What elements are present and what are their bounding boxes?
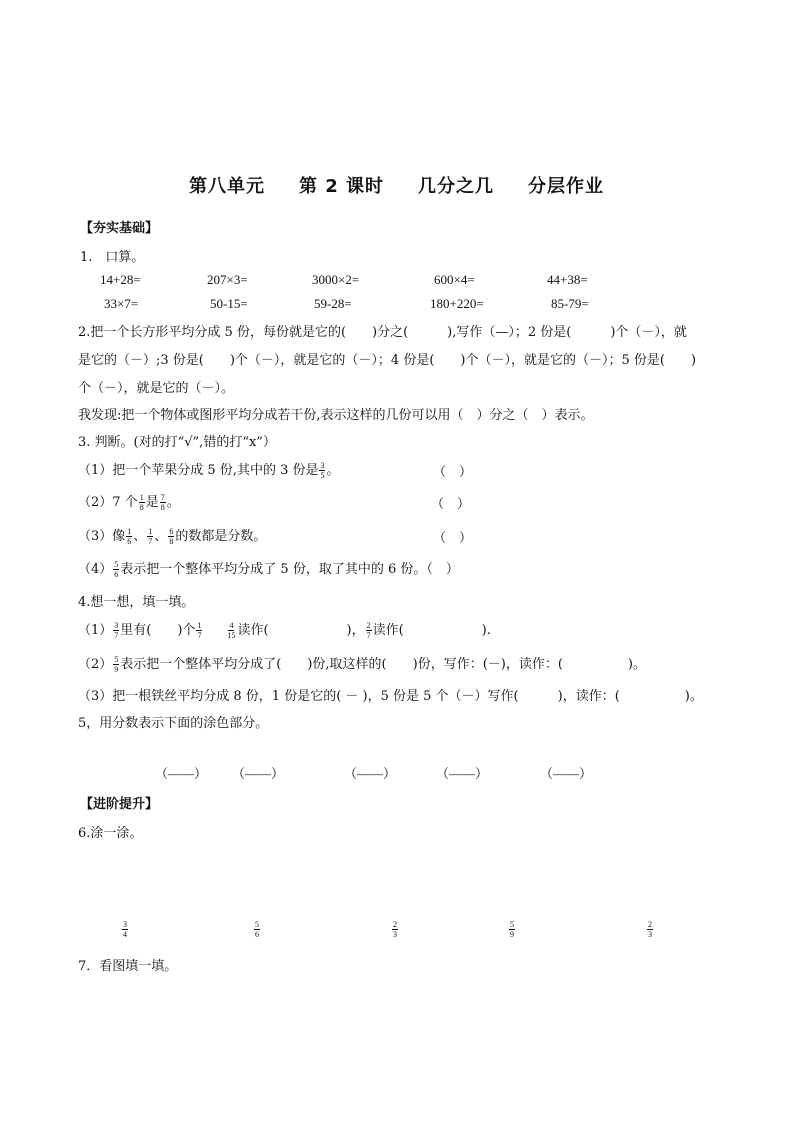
page-title: [0, 172, 793, 198]
q4-s1-text: （1）: [78, 623, 113, 638]
q4-statement-2: [78, 653, 646, 674]
q1-r1-c2: 207×3=: [207, 272, 248, 287]
q4-statement-1: [78, 619, 491, 640]
title-unit: 第八单元: [188, 176, 265, 197]
q4-s1-mid2: 读作( )，: [237, 623, 365, 638]
title-lesson: 第 2 课时: [298, 176, 385, 197]
q3-s4-text: （4）: [78, 562, 113, 577]
q3-statement-2: [78, 491, 180, 512]
q3-s4-end: 表示把一个整体平均分成了 5 份，取了其中的 6 份。（ ）: [120, 562, 459, 577]
q1-r2-c3: 59-28=: [314, 296, 352, 311]
q1-r1-c3: 3000×2=: [312, 272, 360, 287]
q4-s2-end: 表示把一个整体平均分成了( )份,取这样的( )份，写作：(－)，读作：( )。: [120, 657, 646, 672]
q3-s2-text: （2）7 个: [78, 495, 138, 510]
q3-label: 3. 判断。(对的打“√”,错的打“x”）: [78, 435, 276, 450]
fraction-3-5: $\frac{3}{5}$: [320, 461, 325, 480]
q4-label: 4.想一想，填一填。: [78, 595, 195, 610]
q5-answer-1[interactable]: （——）: [155, 766, 208, 781]
q4-s1-end: 读作( ).: [372, 623, 491, 638]
q3-s3-sep1: 、: [133, 529, 147, 544]
q3-statement-1: [78, 459, 340, 480]
fraction-3-7: $\frac{3}{7}$: [114, 621, 119, 640]
q3-s1-end: 。: [326, 463, 340, 478]
fraction-4-15: $\frac{4}{15}$: [227, 621, 236, 640]
section-advanced-heading: 【进阶提升】: [80, 797, 159, 812]
q1-r2-c1: 33×7=: [104, 296, 139, 311]
q6-label: 6.涂一涂。: [78, 826, 143, 841]
q3-statement-3: [78, 525, 266, 546]
q1-r2-c2: 50-15=: [210, 296, 248, 311]
q3-s3-text: （3）像: [78, 529, 126, 544]
fraction-5-6: $\frac{5}{6}$: [114, 560, 119, 579]
q5-answer-4[interactable]: （——）: [436, 766, 489, 781]
q1-label: 1. 口算。: [80, 250, 145, 265]
q1-r1-c5: 44+38=: [547, 272, 588, 287]
section-basic-heading: 【夯实基础】: [80, 221, 159, 236]
q3-s3-end: 的数都是分数。: [175, 529, 267, 544]
fraction-7-8: $\frac{7}{8}$: [160, 493, 165, 512]
q4-s1-mid1: 里有( )个: [120, 623, 196, 638]
q2-line1: 2.把一个长方形平均分成 5 份，每份就是它的( )分之( ),写作（—）；2 份是( )个（－），就: [78, 325, 687, 340]
q3-s3-answer-paren[interactable]: （ ）: [433, 531, 473, 546]
title-type: 分层作业: [528, 176, 605, 197]
q3-s2-mid: 是: [145, 495, 159, 510]
fraction-1-6: $\frac{1}{6}$: [127, 527, 132, 546]
q3-s1-text: （1）把一个苹果分成 5 份,其中的 3 份是: [78, 463, 319, 478]
q5-answer-5[interactable]: （——）: [540, 766, 593, 781]
q2-discovery: 我发现:把一个物体或图形平均分成若干份,表示这样的几份可以用（ ）分之（ ）表示。: [78, 408, 594, 423]
fraction-1-8: $\frac{1}{8}$: [139, 493, 144, 512]
fraction-5-9: $\frac{5}{9}$: [114, 655, 119, 674]
q4-s2-text: （2）: [78, 657, 113, 672]
q6-fraction-3: $\frac{2}{3}$: [393, 920, 397, 939]
q5-answer-3[interactable]: （——）: [344, 766, 397, 781]
q6-fraction-5: $\frac{2}{3}$: [648, 920, 652, 939]
fraction-6-8: $\frac{6}{8}$: [169, 527, 174, 546]
q5-answer-2[interactable]: （——）: [232, 766, 285, 781]
q5-label: 5，用分数表示下面的涂色部分。: [78, 716, 269, 731]
title-topic: 几分之几: [418, 176, 495, 197]
q7-label: 7．看图填一填。: [78, 959, 178, 974]
q6-fraction-4: $\frac{5}{9}$: [510, 920, 514, 939]
q2-line2: 是它的（－）;3 份是( )个（－），就是它的（－）；4 份是( )个（－），就是它的（－）；5 份是( ): [78, 353, 697, 368]
q6-fraction-2: $\frac{5}{6}$: [255, 920, 259, 939]
q1-r2-c4: 180+220=: [430, 296, 484, 311]
q1-r1-c1: 14+28=: [100, 272, 141, 287]
q3-statement-4: [78, 558, 459, 579]
q3-s1-answer-paren[interactable]: （ ）: [433, 465, 473, 480]
fraction-2-7: $\frac{2}{7}$: [366, 621, 371, 640]
q1-r2-c5: 85-79=: [551, 296, 589, 311]
q6-fraction-1: $\frac{3}{4}$: [123, 920, 127, 939]
q4-statement-3: （3）把一根铁丝平均分成 8 份，1 份是它的( － )，5 份是 5 个（－）写作( )，读作：( )。: [78, 689, 703, 704]
q3-s2-end: 。: [166, 495, 180, 510]
q3-s3-sep2: 、: [154, 529, 168, 544]
q3-s2-answer-paren[interactable]: （ ）: [431, 497, 471, 512]
q2-line3: 个（－），就是它的（－）。: [78, 381, 235, 396]
fraction-1-7-b: $\frac{1}{7}$: [197, 621, 202, 640]
fraction-1-7: $\frac{1}{7}$: [148, 527, 153, 546]
q1-r1-c4: 600×4=: [434, 272, 475, 287]
